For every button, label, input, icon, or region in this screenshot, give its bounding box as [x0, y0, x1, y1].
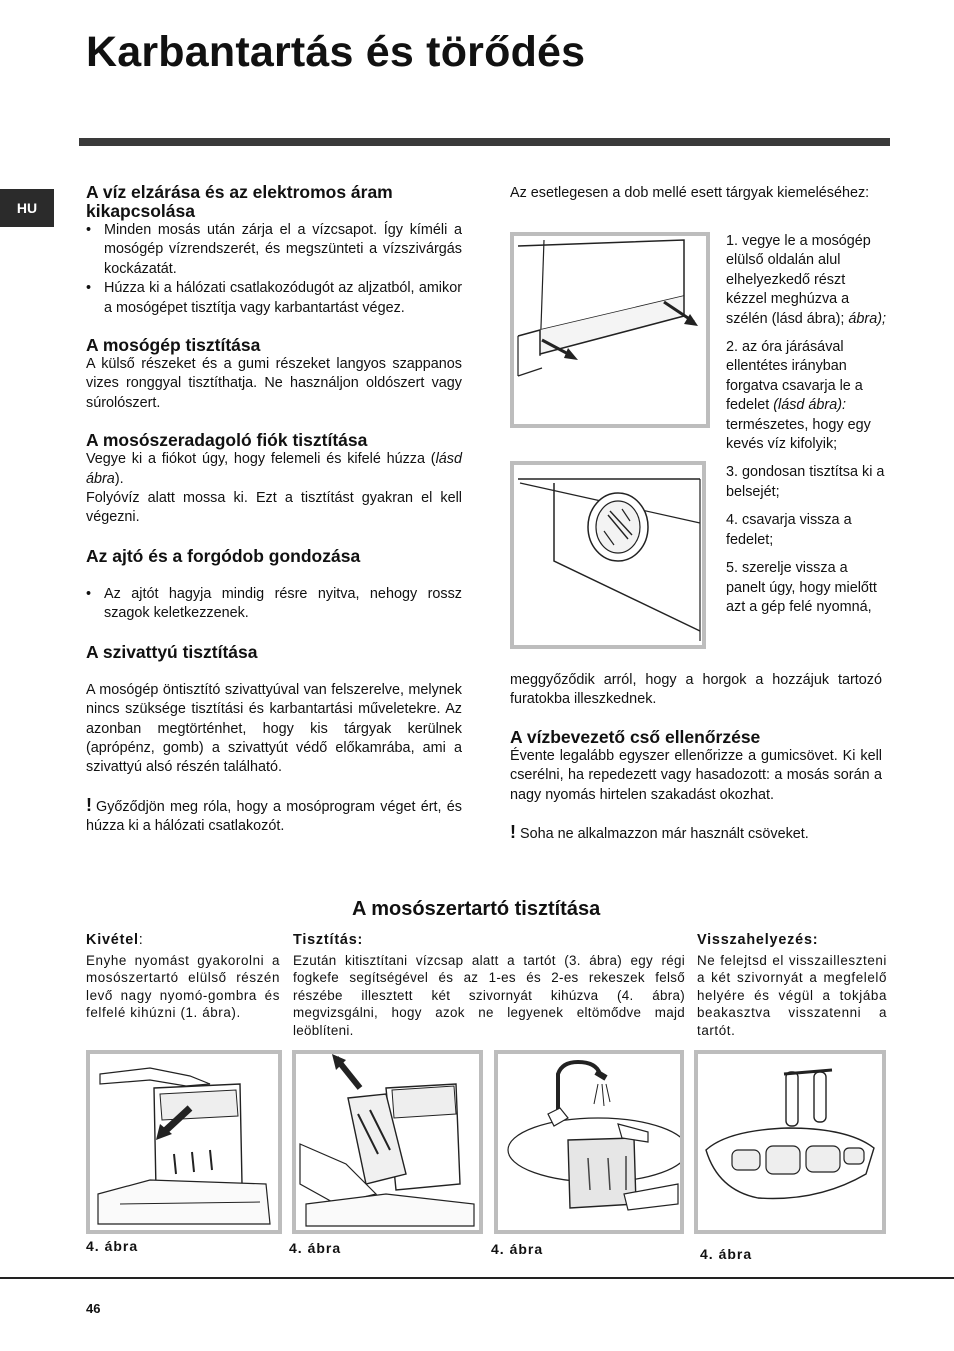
language-tab: HU [0, 189, 54, 227]
figure-caption: 4. ábra [700, 1246, 753, 1262]
lift-drawer-illustration [296, 1054, 479, 1230]
front-panel-illustration [514, 236, 706, 424]
removal-title [86, 932, 280, 950]
step-4: 4. csavarja vissza a fedelet; [726, 512, 852, 548]
drawer-text-italic: lásd ábra [86, 451, 462, 487]
section-title-drawer-cleaning: A mosószeradagoló fiók tisztítása [86, 430, 368, 451]
drawer-cleaning-text-2: Folyóvíz alatt mossa ki. Ezt a tisztítást gyakran el kell végezni. [86, 490, 462, 526]
removal-title-colon: : [138, 932, 144, 948]
pump-warning [86, 796, 462, 837]
door-drum-list [86, 585, 462, 624]
figure-caption: 4. ábra [86, 1238, 139, 1254]
page-number: 46 [86, 1301, 101, 1316]
right-column-lower [510, 671, 882, 844]
step-2-italic: (lásd ábra): [773, 397, 847, 414]
front-panel-figure [510, 232, 710, 428]
pump-cover-figure [510, 461, 706, 649]
section-title-water-power: A víz elzárása és az elektromos áram kikapcsolása [86, 182, 393, 221]
warning-text: Győződjön meg róla, hogy a mosóprogram véget ért, és húzza ki a hálózati csatlakozót. [86, 798, 462, 835]
pump-cover-illustration [514, 465, 702, 645]
left-column [86, 183, 462, 837]
figure-lift-drawer [292, 1050, 483, 1234]
figure-rinse-drawer [494, 1050, 684, 1234]
step-2-text: 2. az óra járásával ellentétes irányban forgatva csavarja le a fedelet [726, 339, 863, 414]
warning-text: Soha ne alkalmazzon már használt csöveket. [520, 826, 809, 843]
drawer-text-part: ). [114, 470, 124, 487]
refit-column [697, 932, 887, 1040]
footer-rule [0, 1277, 954, 1279]
machine-cleaning-text: A külső részeket és a gumi részeket langyos szappanos vizes ronggyal tisztíthatja. Ne használjon oldószert vagy súrolószert. [86, 356, 462, 411]
removal-title-text: Kivétel [86, 932, 139, 948]
step-1 [726, 232, 886, 329]
siphons-illustration [698, 1054, 882, 1230]
figure-siphons [694, 1050, 886, 1234]
section-title-machine-cleaning: A mosógép tisztítása [86, 335, 261, 356]
pump-cleaning-text: A mosógép öntisztító szivattyúval van felszerelve, melynek nincs szüksége tisztítási és karbantartási műveletekre. Az azonban megtörténhet, hogy kis tárgyak kerülnek (aprópénz, gomb) a szivattyút védő előkamrába, ami a szivattyú alsó részén található. [86, 681, 462, 776]
header-rule [79, 138, 890, 146]
inlet-hose-text: Évente legalább egyszer ellenőrizze a gumicsövet. Ki kell cserélni, ha repedezett vagy hasadozott: a mosás során a nagy nyomás hirtelen szakadást okozhat. [510, 747, 882, 803]
step-2 [726, 338, 886, 454]
list-item: • Az ajtót hagyja mindig résre nyitva, nehogy rossz szagok keletkezzenek. [86, 585, 462, 624]
section-title-pump-cleaning: A szivattyú tisztítása [86, 641, 258, 662]
step-3: 3. gondosan tisztítsa ki a belsejét; [726, 464, 885, 500]
drawer-text-part: Vegye ki a fiókot úgy, hogy felemeli és kifelé húzza ( [86, 451, 436, 468]
remove-drawer-illustration [90, 1054, 278, 1230]
step-1-text: 1. vegye le a mosógép elülső oldalán alul elhelyezkedő részt kézzel meghúzva a szélén (lásd ábra); [726, 233, 871, 327]
list-item: • Húzza ki a hálózati csatlakozódugót az aljzatból, amikor a mosógépet tisztítja vagy karbantartást végez. [86, 279, 462, 318]
page-title: Karbantartás és törődés [86, 28, 586, 76]
refit-title: Visszahelyezés: [697, 932, 819, 948]
cleaning-title: Tisztítás: [293, 932, 364, 948]
figure-caption: 4. ábra [289, 1240, 342, 1256]
list-item: • Minden mosás után zárja el a vízcsapot. Így kíméli a mosógép vízrendszerét, és megszünteti a vízszivárgás kockázatát. [86, 221, 462, 279]
drum-objects-intro: Az esetlegesen a dob mellé esett tárgyak kiemeléséhez: [510, 185, 870, 201]
drawer-cleaning-text [86, 450, 462, 489]
water-power-list [86, 221, 462, 318]
right-column-intro [510, 184, 882, 203]
removal-column [86, 932, 280, 1022]
cleaning-column [293, 932, 685, 1040]
rinse-drawer-illustration [498, 1054, 680, 1230]
step-2-text-b: természetes, hogy egy kevés víz kifolyik; [726, 416, 871, 453]
cleaning-text: Ezután kitisztítani vízcsap alatt a tartót (3. ábra) egy régi fogkefe segítségével és az 1-es és 2-es rekeszek felső részébe illesztett két szivornyát kihúzva (4. ábra) megvizsgálni, hogy azok ne legyenek eltömődve majd leöblíteni. [293, 952, 685, 1038]
section-title-door-drum: Az ajtó és a forgódob gondozása [86, 545, 361, 566]
inlet-hose-warning [510, 823, 882, 844]
removal-text: Enyhe nyomást gyakorolni a mosószertartó elülső részén levő nagy nyomó-gombra és felfelé kihúzni (1. ábra). [86, 952, 280, 1021]
warning-icon: ! [510, 822, 516, 843]
drum-steps [726, 232, 886, 626]
step-1-italic: ábra); [848, 310, 886, 327]
section-title-inlet-hose: A vízbevezető cső ellenőrzése [510, 726, 761, 747]
step-5-continued: meggyőződik arról, hogy a horgok a hozzájuk tartozó furatokba illeszkednek. [510, 672, 882, 708]
step-5: 5. szerelje vissza a panelt úgy, hogy mielőtt azt a gép felé nyomná, [726, 560, 877, 615]
figure-remove-drawer [86, 1050, 282, 1234]
warning-icon: ! [86, 794, 92, 815]
figure-caption: 4. ábra [491, 1241, 544, 1257]
refit-text: Ne felejtsd el visszailleszteni a két szivornyát a megfelelő helyére és végül a tokjába beakasztva visszatenni a tartót. [697, 952, 887, 1038]
detergent-holder-title: A mosószertartó tisztítása [352, 898, 601, 920]
